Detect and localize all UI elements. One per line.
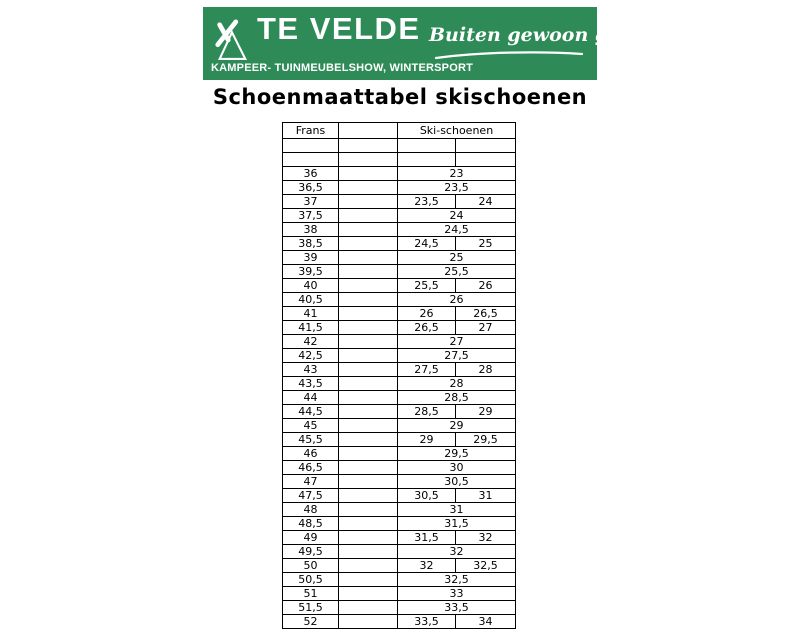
- header-empty-cell: [339, 123, 398, 139]
- ski-size-cell: 31,5: [398, 531, 456, 545]
- empty-cell: [339, 615, 398, 629]
- ski-size-cell: 27: [398, 335, 516, 349]
- spacer-cell: [283, 153, 339, 167]
- ski-size-cell: 31: [398, 503, 516, 517]
- ski-size-cell: 23,5: [398, 195, 456, 209]
- empty-cell: [339, 349, 398, 363]
- spacer-cell: [398, 153, 456, 167]
- ski-size-cell: 32: [456, 531, 516, 545]
- table-row: [283, 419, 516, 433]
- table-row: [283, 615, 516, 629]
- frans-size-cell: 44: [283, 391, 339, 405]
- table-row: [283, 433, 516, 447]
- table-row: [283, 321, 516, 335]
- ski-size-cell: 32,5: [456, 559, 516, 573]
- table-row: [283, 223, 516, 237]
- table-row: [283, 195, 516, 209]
- frans-size-cell: 46,5: [283, 461, 339, 475]
- frans-size-cell: 45,5: [283, 433, 339, 447]
- ski-size-cell: 33,5: [398, 615, 456, 629]
- ski-size-cell: 24: [398, 209, 516, 223]
- frans-size-cell: 40,5: [283, 293, 339, 307]
- spacer-cell: [456, 153, 516, 167]
- frans-size-cell: 50: [283, 559, 339, 573]
- empty-cell: [339, 587, 398, 601]
- spacer-cell: [339, 153, 398, 167]
- ski-size-cell: 33,5: [398, 601, 516, 615]
- ski-size-cell: 32: [398, 545, 516, 559]
- ski-size-cell: 25: [456, 237, 516, 251]
- ski-size-cell: 25,5: [398, 265, 516, 279]
- empty-cell: [339, 405, 398, 419]
- frans-size-cell: 41: [283, 307, 339, 321]
- frans-size-cell: 50,5: [283, 573, 339, 587]
- empty-cell: [339, 363, 398, 377]
- empty-cell: [339, 307, 398, 321]
- ski-size-cell: 24,5: [398, 223, 516, 237]
- empty-cell: [339, 223, 398, 237]
- frans-size-cell: 48,5: [283, 517, 339, 531]
- header-ski-schoenen: Ski-schoenen: [398, 123, 516, 139]
- ski-size-cell: 32: [398, 559, 456, 573]
- table-row: [283, 447, 516, 461]
- empty-cell: [339, 265, 398, 279]
- ski-size-cell: 24,5: [398, 237, 456, 251]
- ski-size-cell: 27: [456, 321, 516, 335]
- frans-size-cell: 39: [283, 251, 339, 265]
- empty-cell: [339, 195, 398, 209]
- table-row: [283, 503, 516, 517]
- ski-size-cell: 24: [456, 195, 516, 209]
- empty-cell: [339, 181, 398, 195]
- table-row: [283, 489, 516, 503]
- empty-cell: [339, 545, 398, 559]
- table-row: [283, 405, 516, 419]
- ski-size-cell: 29,5: [398, 447, 516, 461]
- ski-size-cell: 34: [456, 615, 516, 629]
- empty-cell: [339, 447, 398, 461]
- empty-cell: [339, 237, 398, 251]
- table-row: [283, 363, 516, 377]
- empty-cell: [339, 601, 398, 615]
- table-row: [283, 181, 516, 195]
- empty-cell: [339, 167, 398, 181]
- ski-size-cell: 30,5: [398, 489, 456, 503]
- empty-cell: [339, 251, 398, 265]
- spacer-cell: [398, 139, 456, 153]
- spacer-row: [283, 139, 516, 153]
- ski-size-cell: 26: [398, 293, 516, 307]
- empty-cell: [339, 489, 398, 503]
- empty-cell: [339, 377, 398, 391]
- spacer-row: [283, 153, 516, 167]
- frans-size-cell: 44,5: [283, 405, 339, 419]
- frans-size-cell: 37: [283, 195, 339, 209]
- ski-size-cell: 28: [456, 363, 516, 377]
- frans-size-cell: 36: [283, 167, 339, 181]
- empty-cell: [339, 335, 398, 349]
- ski-size-cell: 28,5: [398, 405, 456, 419]
- tagline: [429, 24, 647, 60]
- table-row: [283, 601, 516, 615]
- frans-size-cell: 49,5: [283, 545, 339, 559]
- table-row: [283, 237, 516, 251]
- empty-cell: [339, 279, 398, 293]
- spacer-cell: [456, 139, 516, 153]
- ski-size-cell: 28,5: [398, 391, 516, 405]
- empty-cell: [339, 461, 398, 475]
- tagline-text: Buiten gewoon goed: [429, 24, 647, 46]
- size-table-body: [283, 139, 516, 629]
- ski-size-cell: 26,5: [398, 321, 456, 335]
- table-row: [283, 209, 516, 223]
- table-row: [283, 279, 516, 293]
- table-row: [283, 265, 516, 279]
- empty-cell: [339, 503, 398, 517]
- frans-size-cell: 39,5: [283, 265, 339, 279]
- table-row: [283, 349, 516, 363]
- header-frans: Frans: [283, 123, 339, 139]
- frans-size-cell: 42,5: [283, 349, 339, 363]
- table-row: [283, 335, 516, 349]
- frans-size-cell: 38,5: [283, 237, 339, 251]
- ski-size-cell: 27,5: [398, 349, 516, 363]
- ski-size-cell: 28: [398, 377, 516, 391]
- spacer-cell: [283, 139, 339, 153]
- table-row: [283, 307, 516, 321]
- frans-size-cell: 45: [283, 419, 339, 433]
- frans-size-cell: 47,5: [283, 489, 339, 503]
- empty-cell: [339, 517, 398, 531]
- table-row: [283, 531, 516, 545]
- empty-cell: [339, 419, 398, 433]
- frans-size-cell: 46: [283, 447, 339, 461]
- ski-size-cell: 23,5: [398, 181, 516, 195]
- brand-name: TE VELDE: [257, 11, 421, 46]
- table-row: [283, 391, 516, 405]
- empty-cell: [339, 209, 398, 223]
- spacer-cell: [339, 139, 398, 153]
- size-table: [282, 122, 516, 629]
- frans-size-cell: 36,5: [283, 181, 339, 195]
- table-row: [283, 167, 516, 181]
- ski-size-cell: 29: [398, 433, 456, 447]
- empty-cell: [339, 573, 398, 587]
- table-row: [283, 251, 516, 265]
- tagline-underline-swoosh: [434, 50, 584, 60]
- table-row: [283, 587, 516, 601]
- ski-size-cell: 26: [398, 307, 456, 321]
- ski-size-cell: 30: [398, 461, 516, 475]
- table-row: [283, 461, 516, 475]
- frans-size-cell: 43,5: [283, 377, 339, 391]
- table-row: [283, 293, 516, 307]
- table-row: [283, 559, 516, 573]
- frans-size-cell: 40: [283, 279, 339, 293]
- ski-size-cell: 27,5: [398, 363, 456, 377]
- frans-size-cell: 51: [283, 587, 339, 601]
- empty-cell: [339, 391, 398, 405]
- frans-size-cell: 42: [283, 335, 339, 349]
- empty-cell: [339, 559, 398, 573]
- frans-size-cell: 49: [283, 531, 339, 545]
- ski-size-cell: 31: [456, 489, 516, 503]
- table-row: [283, 573, 516, 587]
- banner-subtitle: KAMPEER- TUINMEUBELSHOW, WINTERSPORT: [211, 62, 474, 74]
- frans-size-cell: 52: [283, 615, 339, 629]
- frans-size-cell: 47: [283, 475, 339, 489]
- frans-size-cell: 41,5: [283, 321, 339, 335]
- empty-cell: [339, 433, 398, 447]
- frans-size-cell: 43: [283, 363, 339, 377]
- table-row: [283, 475, 516, 489]
- crossed-skis-mountain-icon: [213, 15, 251, 63]
- ski-size-cell: 23: [398, 167, 516, 181]
- frans-size-cell: 38: [283, 223, 339, 237]
- table-row: [283, 377, 516, 391]
- empty-cell: [339, 293, 398, 307]
- ski-size-cell: 29,5: [456, 433, 516, 447]
- empty-cell: [339, 475, 398, 489]
- table-row: [283, 545, 516, 559]
- ski-size-cell: 29: [398, 419, 516, 433]
- frans-size-cell: 37,5: [283, 209, 339, 223]
- ski-size-cell: 32,5: [398, 573, 516, 587]
- empty-cell: [339, 531, 398, 545]
- table-row: [283, 517, 516, 531]
- ski-size-cell: 29: [456, 405, 516, 419]
- frans-size-cell: 48: [283, 503, 339, 517]
- page-title: Schoenmaattabel skischoenen: [212, 85, 588, 109]
- ski-size-cell: 26,5: [456, 307, 516, 321]
- table-header-row: [283, 123, 516, 139]
- ski-size-cell: 30,5: [398, 475, 516, 489]
- ski-size-cell: 25: [398, 251, 516, 265]
- brand-banner: [203, 7, 647, 80]
- ski-size-cell: 25,5: [398, 279, 456, 293]
- ski-size-cell: 26: [456, 279, 516, 293]
- frans-size-cell: 51,5: [283, 601, 339, 615]
- ski-size-cell: 31,5: [398, 517, 516, 531]
- ski-size-cell: 33: [398, 587, 516, 601]
- empty-cell: [339, 321, 398, 335]
